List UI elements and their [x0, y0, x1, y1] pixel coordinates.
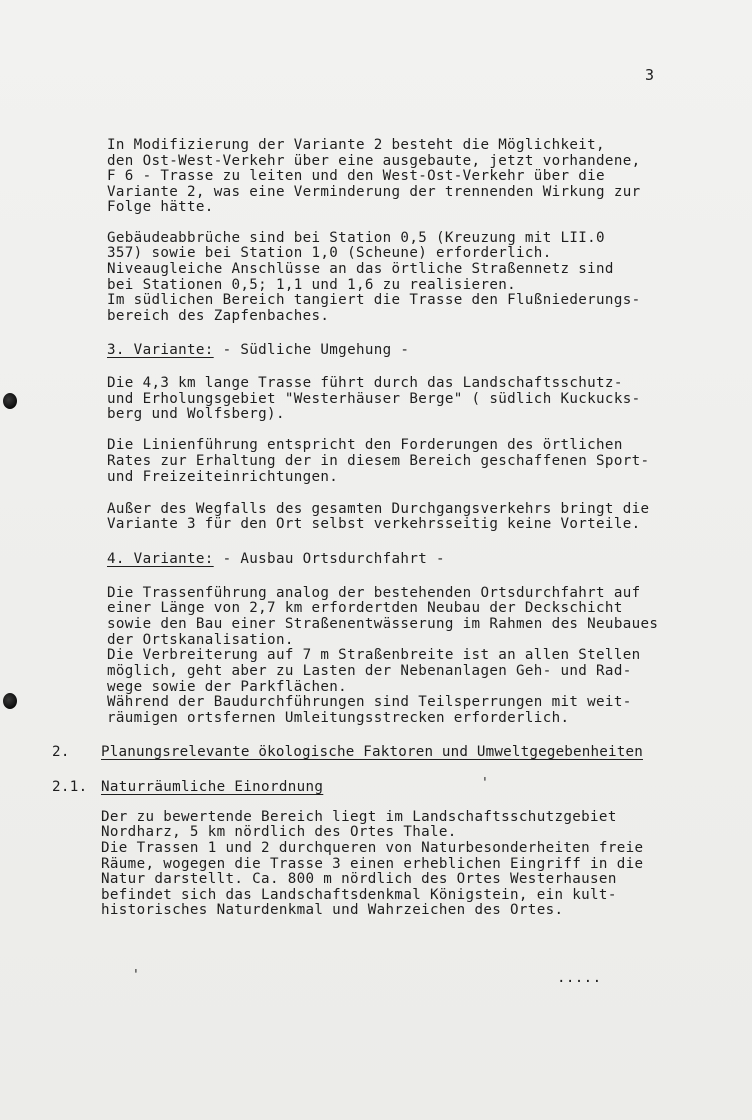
- text-line: bei Stationen 0,5; 1,1 und 1,6 zu realisieren.: [107, 277, 517, 293]
- section-2-title: Planungsrelevante ökologische Faktoren und Umweltgegebenheiten: [101, 744, 643, 760]
- text-line: und Freizeiteinrichtungen.: [107, 469, 339, 485]
- section-2-1-title: Naturräumliche Einordnung: [101, 779, 324, 795]
- stray-mark: ': [481, 776, 489, 791]
- text-line: der Ortskanalisation.: [107, 632, 294, 648]
- text-line: In Modifizierung der Variante 2 besteht die Möglichkeit,: [107, 137, 605, 153]
- text-line: Die Linienführung entspricht den Forderungen des örtlichen: [107, 437, 623, 453]
- text-line: Die 4,3 km lange Trasse führt durch das Landschaftsschutz-: [107, 375, 623, 391]
- text-line: Gebäudeabbrüche sind bei Station 0,5 (Kreuzung mit LII.0: [107, 230, 605, 246]
- text-line: Die Trassenführung analog der bestehenden Ortsdurchfahrt auf: [107, 585, 641, 601]
- variant-3-title: - Südliche Umgehung -: [213, 342, 410, 358]
- text-line: Folge hätte.: [107, 199, 214, 215]
- page-number: 3: [645, 66, 655, 84]
- text-line: historisches Naturdenkmal und Wahrzeichen des Ortes.: [101, 902, 564, 918]
- text-line: berg und Wolfsberg).: [107, 406, 285, 422]
- text-line: befindet sich das Landschaftsdenkmal Königstein, ein kult-: [101, 887, 617, 903]
- text-line: Während der Baudurchführungen sind Teilsperrungen mit weit-: [107, 694, 632, 710]
- punch-hole-top: [3, 393, 17, 409]
- text-line: 357) sowie bei Station 1,0 (Scheune) erforderlich.: [107, 245, 552, 261]
- stray-mark: ': [132, 968, 140, 983]
- text-line: Rates zur Erhaltung der in diesem Bereich geschaffenen Sport-: [107, 453, 650, 469]
- variant-3-heading: [107, 342, 409, 358]
- text-line: Die Verbreiterung auf 7 m Straßenbreite ist an allen Stellen: [107, 647, 641, 663]
- text-line: Variante 2, was eine Verminderung der trennenden Wirkung zur: [107, 184, 641, 200]
- section-2-1-number: 2.1.: [52, 779, 88, 795]
- text-line: einer Länge von 2,7 km erfordertden Neubau der Deckschicht: [107, 600, 623, 616]
- text-line: Nordharz, 5 km nördlich des Ortes Thale.: [101, 824, 457, 840]
- text-line: räumigen ortsfernen Umleitungsstrecken erforderlich.: [107, 710, 570, 726]
- text-line: wege sowie der Parkflächen.: [107, 679, 348, 695]
- variant-4-heading: [107, 551, 445, 567]
- text-line: Außer des Wegfalls des gesamten Durchgangsverkehrs bringt die: [107, 501, 650, 517]
- variant-3-label: 3. Variante:: [107, 342, 214, 358]
- variant-4-label: 4. Variante:: [107, 551, 214, 567]
- text-line: und Erholungsgebiet "Westerhäuser Berge" ( südlich Kuckucks-: [107, 391, 641, 407]
- text-line: bereich des Zapfenbaches.: [107, 308, 330, 324]
- text-line: Im südlichen Bereich tangiert die Trasse den Flußniederungs-: [107, 292, 641, 308]
- variant-4-title: - Ausbau Ortsdurchfahrt -: [213, 551, 445, 567]
- section-2-number: 2.: [52, 744, 70, 760]
- text-line: möglich, geht aber zu Lasten der Nebenanlagen Geh- und Rad-: [107, 663, 632, 679]
- text-line: Der zu bewertende Bereich liegt im Landschaftsschutzgebiet: [101, 809, 617, 825]
- text-line: sowie den Bau einer Straßenentwässerung im Rahmen des Neubaues: [107, 616, 659, 632]
- text-line: Natur darstellt. Ca. 800 m nördlich des Ortes Westerhausen: [101, 871, 617, 887]
- text-line: Niveaugleiche Anschlüsse an das örtliche Straßennetz sind: [107, 261, 614, 277]
- text-line: Variante 3 für den Ort selbst verkehrsseitig keine Vorteile.: [107, 516, 641, 532]
- text-line: Die Trassen 1 und 2 durchqueren von Naturbesonderheiten freie: [101, 840, 644, 856]
- continuation-dots: .....: [557, 970, 602, 986]
- text-line: F 6 - Trasse zu leiten und den West-Ost-Verkehr über die: [107, 168, 605, 184]
- text-line: Räume, wogegen die Trasse 3 einen erheblichen Eingriff in die: [101, 856, 644, 872]
- punch-hole-bottom: [3, 693, 17, 709]
- text-line: den Ost-West-Verkehr über eine ausgebaute, jetzt vorhandene,: [107, 153, 641, 169]
